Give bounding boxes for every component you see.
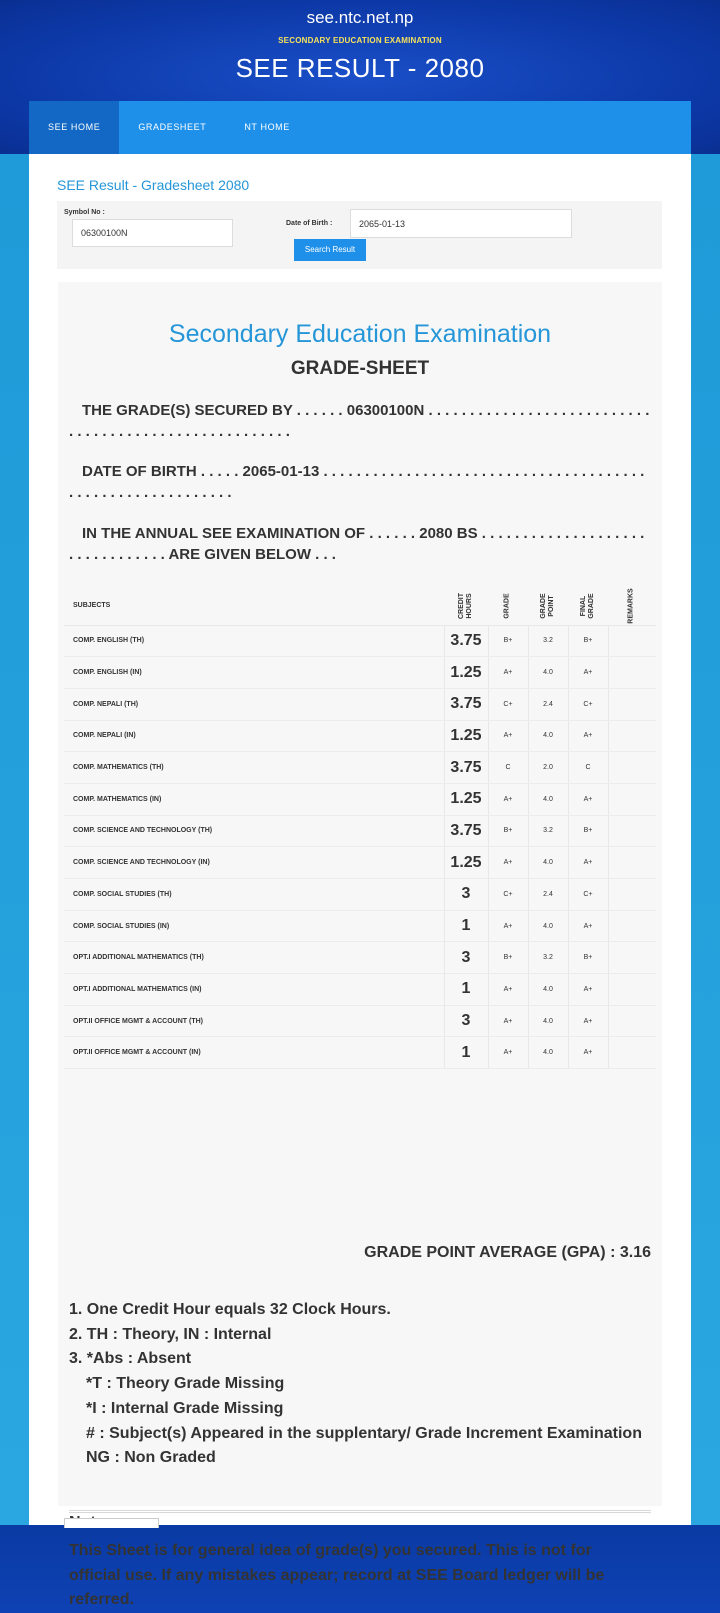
grade-cell: B+ bbox=[488, 815, 528, 847]
final-grade-cell: A+ bbox=[568, 974, 608, 1006]
final-grade-cell: A+ bbox=[568, 1037, 608, 1069]
credit-hours-cell: 1.25 bbox=[444, 657, 488, 689]
credit-hours-cell: 1 bbox=[444, 1037, 488, 1069]
subject-cell: COMP. SOCIAL STUDIES (TH) bbox=[64, 879, 444, 911]
credit-hours-cell: 3.75 bbox=[444, 688, 488, 720]
grade-cell: A+ bbox=[488, 1037, 528, 1069]
nav-nt-home[interactable]: NT HOME bbox=[244, 122, 290, 132]
col-grade-label: GRADE bbox=[504, 593, 511, 619]
grade-cell: A+ bbox=[488, 720, 528, 752]
remarks-cell bbox=[608, 974, 656, 1006]
grade-point-cell: 2.4 bbox=[528, 879, 568, 911]
final-grade-cell: C+ bbox=[568, 688, 608, 720]
remarks-cell bbox=[608, 752, 656, 784]
notes-divider bbox=[69, 1510, 651, 1513]
note-item: *I : Internal Grade Missing bbox=[86, 1399, 284, 1417]
grade-cell: A+ bbox=[488, 974, 528, 1006]
nav-see-home[interactable]: SEE HOME bbox=[29, 101, 119, 154]
subject-cell: OPT.II OFFICE MGMT & ACCOUNT (IN) bbox=[64, 1037, 444, 1069]
grade-point-cell: 4.0 bbox=[528, 1037, 568, 1069]
grade-cell: A+ bbox=[488, 1005, 528, 1037]
remarks-cell bbox=[608, 847, 656, 879]
remarks-cell bbox=[608, 879, 656, 911]
final-grade-cell: C bbox=[568, 752, 608, 784]
note-item: 2. TH : Theory, IN : Internal bbox=[69, 1325, 272, 1343]
grade-secured-line: THE GRADE(S) SECURED BY . . . . . . 06300100N . . . . . . . . . . . . . . . . . . . . . . . . . . . . . . . . . . . . . . . . . . . . . . . . . . . . . . bbox=[69, 402, 650, 440]
table-row bbox=[64, 974, 656, 1006]
main-navbar bbox=[29, 101, 691, 154]
grades-table-body bbox=[64, 625, 656, 1069]
exam-subtitle: SECONDARY EDUCATION EXAMINATION bbox=[278, 36, 442, 45]
note-disclaimer: This Sheet is for general idea of grade(s) you secured. This is not for official use. If any mistakes appear; record at SEE Board ledger will be referred. bbox=[69, 1542, 605, 1609]
table-row bbox=[64, 657, 656, 689]
grade-sheet-box bbox=[58, 282, 662, 1609]
subject-cell: COMP. NEPALI (TH) bbox=[64, 688, 444, 720]
page-heading: SEE Result - Gradesheet 2080 bbox=[57, 177, 250, 193]
subject-cell: COMP. SCIENCE AND TECHNOLOGY (IN) bbox=[64, 847, 444, 879]
grade-point-cell: 4.0 bbox=[528, 1005, 568, 1037]
col-final-grade-label: FINAL GRADE bbox=[580, 593, 595, 619]
nav-gradesheet[interactable]: GRADESHEET bbox=[138, 122, 207, 132]
subject-cell: COMP. NEPALI (IN) bbox=[64, 720, 444, 752]
dob-line: DATE OF BIRTH . . . . . 2065-01-13 . . . . . . . . . . . . . . . . . . . . . . . . . . . . . . . . . . . . . . . . . . . . . . . . . . . . . . . . . . . bbox=[69, 463, 645, 501]
grade-cell: B+ bbox=[488, 625, 528, 657]
grade-point-cell: 4.0 bbox=[528, 657, 568, 689]
search-panel bbox=[57, 201, 662, 269]
col-grade bbox=[488, 587, 528, 625]
remarks-cell bbox=[608, 815, 656, 847]
subject-cell: COMP. MATHEMATICS (TH) bbox=[64, 752, 444, 784]
subject-cell: OPT.II OFFICE MGMT & ACCOUNT (TH) bbox=[64, 1005, 444, 1037]
search-result-button[interactable]: Search Result bbox=[294, 239, 366, 261]
grade-cell: C+ bbox=[488, 879, 528, 911]
dob-label: Date of Birth : bbox=[286, 220, 333, 227]
col-final-grade bbox=[568, 587, 608, 625]
remarks-cell bbox=[608, 1005, 656, 1037]
grade-point-cell: 2.4 bbox=[528, 688, 568, 720]
credit-hours-cell: 1.25 bbox=[444, 783, 488, 815]
grade-point-cell: 2.0 bbox=[528, 752, 568, 784]
grade-cell: B+ bbox=[488, 942, 528, 974]
grades-table bbox=[64, 587, 656, 1069]
content-card bbox=[29, 154, 691, 1609]
remarks-cell bbox=[608, 688, 656, 720]
subject-cell: COMP. ENGLISH (IN) bbox=[64, 657, 444, 689]
credit-hours-cell: 1 bbox=[444, 910, 488, 942]
credit-hours-cell: 1 bbox=[444, 974, 488, 1006]
table-row bbox=[64, 910, 656, 942]
final-grade-cell: B+ bbox=[568, 815, 608, 847]
grade-cell: A+ bbox=[488, 657, 528, 689]
col-subjects: SUBJECTS bbox=[64, 587, 444, 625]
table-row bbox=[64, 942, 656, 974]
remarks-cell bbox=[608, 942, 656, 974]
subject-cell: COMP. SOCIAL STUDIES (IN) bbox=[64, 910, 444, 942]
col-grade-point-label: GRADE POINT bbox=[540, 593, 555, 619]
col-credit-hours bbox=[444, 587, 488, 625]
col-credit-hours-label: CREDIT HOURS bbox=[458, 592, 473, 619]
subject-cell: OPT.I ADDITIONAL MATHEMATICS (IN) bbox=[64, 974, 444, 1006]
print-button[interactable] bbox=[64, 1518, 159, 1528]
grade-point-cell: 3.2 bbox=[528, 625, 568, 657]
remarks-cell bbox=[608, 720, 656, 752]
credit-hours-cell: 1.25 bbox=[444, 720, 488, 752]
table-row bbox=[64, 688, 656, 720]
grade-point-cell: 4.0 bbox=[528, 720, 568, 752]
credit-hours-cell: 1.25 bbox=[444, 847, 488, 879]
grade-cell: A+ bbox=[488, 847, 528, 879]
credit-hours-cell: 3 bbox=[444, 942, 488, 974]
credit-hours-cell: 3 bbox=[444, 879, 488, 911]
final-grade-cell: B+ bbox=[568, 625, 608, 657]
exam-year-line: IN THE ANNUAL SEE EXAMINATION OF . . . . . . 2080 BS . . . . . . . . . . . . . . . . . . . . . . . . . . . . . . . . ARE GIVEN BELOW . . . bbox=[69, 525, 645, 563]
grade-point-cell: 4.0 bbox=[528, 783, 568, 815]
final-grade-cell: A+ bbox=[568, 1005, 608, 1037]
grade-sheet-title: GRADE-SHEET bbox=[290, 358, 430, 379]
remarks-cell bbox=[608, 1037, 656, 1069]
site-title: SEE RESULT - 2080 bbox=[235, 53, 485, 83]
final-grade-cell: A+ bbox=[568, 720, 608, 752]
grade-point-cell: 4.0 bbox=[528, 974, 568, 1006]
table-row bbox=[64, 625, 656, 657]
grade-point-cell: 4.0 bbox=[528, 847, 568, 879]
final-grade-cell: A+ bbox=[568, 657, 608, 689]
table-row bbox=[64, 752, 656, 784]
grade-cell: A+ bbox=[488, 783, 528, 815]
subject-cell: COMP. MATHEMATICS (IN) bbox=[64, 783, 444, 815]
col-remarks bbox=[608, 587, 656, 625]
credit-hours-cell: 3.75 bbox=[444, 815, 488, 847]
col-grade-point bbox=[528, 587, 568, 625]
grade-point-cell: 3.2 bbox=[528, 815, 568, 847]
final-grade-cell: B+ bbox=[568, 942, 608, 974]
grade-cell: C bbox=[488, 752, 528, 784]
symbol-label: Symbol No : bbox=[64, 209, 105, 216]
credit-hours-cell: 3 bbox=[444, 1005, 488, 1037]
symbol-input[interactable] bbox=[72, 219, 233, 247]
table-row bbox=[64, 879, 656, 911]
subject-cell: COMP. SCIENCE AND TECHNOLOGY (TH) bbox=[64, 815, 444, 847]
table-row bbox=[64, 815, 656, 847]
note-item: # : Subject(s) Appeared in the supplentary/ Grade Increment Examination bbox=[86, 1424, 642, 1442]
table-header-row bbox=[64, 587, 656, 625]
gpa-text: GRADE POINT AVERAGE (GPA) : 3.16 bbox=[364, 1244, 651, 1261]
credit-hours-cell: 3.75 bbox=[444, 625, 488, 657]
table-row bbox=[64, 847, 656, 879]
note-item: 3. *Abs : Absent bbox=[69, 1350, 192, 1368]
note-item: *T : Theory Grade Missing bbox=[86, 1375, 285, 1393]
table-row bbox=[64, 720, 656, 752]
remarks-cell bbox=[608, 783, 656, 815]
final-grade-cell: A+ bbox=[568, 783, 608, 815]
table-row bbox=[64, 783, 656, 815]
final-grade-cell: A+ bbox=[568, 910, 608, 942]
credit-hours-cell: 3.75 bbox=[444, 752, 488, 784]
remarks-cell bbox=[608, 910, 656, 942]
dob-input[interactable] bbox=[350, 209, 572, 238]
final-grade-cell: C+ bbox=[568, 879, 608, 911]
site-domain: see.ntc.net.np bbox=[306, 8, 414, 27]
table-row bbox=[64, 1037, 656, 1069]
col-remarks-label: REMARKS bbox=[627, 588, 635, 624]
note-item: 1. One Credit Hour equals 32 Clock Hours. bbox=[69, 1301, 391, 1318]
exam-title: Secondary Education Examination bbox=[168, 320, 552, 348]
grade-cell: A+ bbox=[488, 910, 528, 942]
subject-cell: COMP. ENGLISH (TH) bbox=[64, 625, 444, 657]
subject-cell: OPT.I ADDITIONAL MATHEMATICS (TH) bbox=[64, 942, 444, 974]
remarks-cell bbox=[608, 625, 656, 657]
table-row bbox=[64, 1005, 656, 1037]
remarks-cell bbox=[608, 657, 656, 689]
note-item: NG : Non Graded bbox=[86, 1449, 216, 1467]
grade-point-cell: 3.2 bbox=[528, 942, 568, 974]
notes-list bbox=[69, 1298, 651, 1471]
grade-cell: C+ bbox=[488, 688, 528, 720]
grade-point-cell: 4.0 bbox=[528, 910, 568, 942]
final-grade-cell: A+ bbox=[568, 847, 608, 879]
